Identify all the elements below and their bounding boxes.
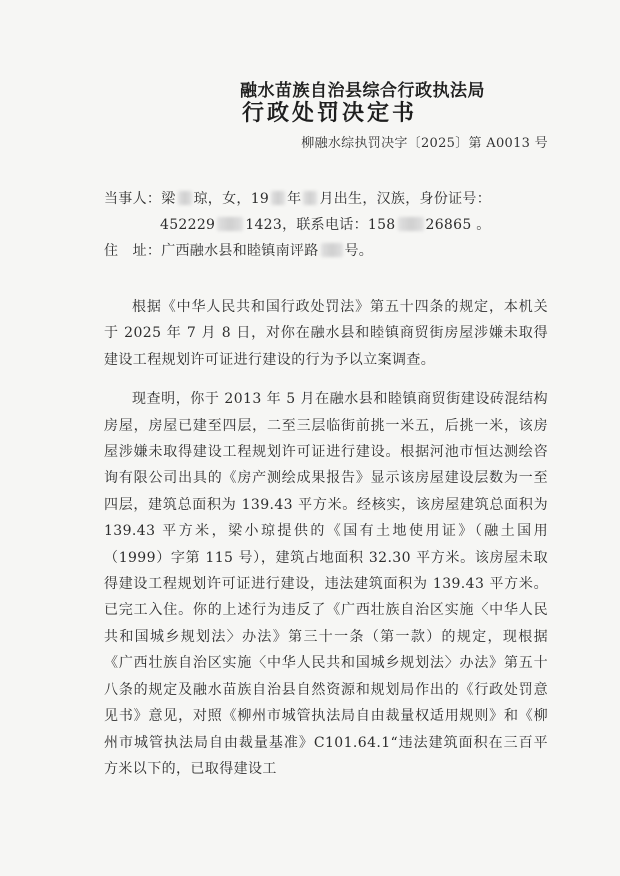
redaction-mark xyxy=(321,243,343,257)
party-birth-ethnic-id: 月出生，汉族，身份证号： xyxy=(319,191,492,207)
redaction-mark xyxy=(178,191,192,205)
redaction-mark xyxy=(303,191,317,205)
paragraph-case-filing: 根据《中华人民共和国行政处罚法》第五十四条的规定，本机关于 2025 年 7 月 8 日，对你在融水县和睦镇商贸街房屋涉嫌未取得建设工程规划许可证进行建设的行为予以立案调查。 xyxy=(104,299,548,368)
address-suffix: 号。 xyxy=(344,243,374,259)
id-suffix-phone-prefix: 1423，联系电话：158 xyxy=(245,217,396,233)
redaction-mark xyxy=(271,191,285,205)
redaction-mark xyxy=(217,217,243,231)
redaction-mark xyxy=(398,217,424,231)
document-number: 柳融水综执罚决字〔2025〕第 A0013 号 xyxy=(301,136,548,151)
party-line-id-phone xyxy=(104,212,564,238)
party-line-name xyxy=(104,186,564,212)
decision-body xyxy=(104,294,548,782)
paragraph-findings: 现查明，你于 2013 年 5 月在融水县和睦镇商贸街建设砖混结构房屋，房屋已建至四层，二至三层临街前挑一米五，后挑一米，该房屋涉嫌未取得建设工程规划许可证进行建设。根据河池市恒达测绘咨询有限公司出具的《房产测绘成果报告》显示该房屋建设层数为一至四层，建筑总面积为 139.43 平方米。经核实，该房屋建筑总面积为 139.43 平方米，梁小琼提供的《国有土地使用证》（融土国用（1999）字第 115 号），建筑占地面积 32.30 平方米。该房屋未取得建设工程规划许可证进行建设，违法建筑面积为 139.43 平方米。已完工入住。你的上述行为违反了《广西壮族自治区实施〈中华人民共和国城乡规划法〉办法》第三十一条（第一款）的规定，现根据《广西壮族自治区实施〈中华人民共和国城乡规划法〉办法》第五十八条的规定及融水苗族自治县自然资源和规划局作出的《行政处罚意见书》意见，对照《柳州市城管执法局自由裁量权适用规则》和《柳州市城管执法局自由裁量基准》C101.64.1“违法建筑面积在三百平方米以下的，已取得建设工 xyxy=(104,391,548,777)
id-number-prefix: 452229 xyxy=(160,217,216,233)
party-year-label: 年 xyxy=(287,191,302,207)
address-prefix: 住 址：广西融水县和睦镇南评路 xyxy=(104,243,319,259)
party-gender-year: 琼，女，19 xyxy=(193,191,270,207)
issuing-agency: 融水苗族自治县综合行政执法局 xyxy=(240,81,485,101)
document-title: 行政处罚决定书 xyxy=(242,100,418,126)
party-info xyxy=(104,186,564,264)
phone-suffix: 26865 。 xyxy=(425,217,491,233)
party-line-address xyxy=(104,238,564,264)
party-name-prefix: 当事人：梁 xyxy=(104,191,176,207)
